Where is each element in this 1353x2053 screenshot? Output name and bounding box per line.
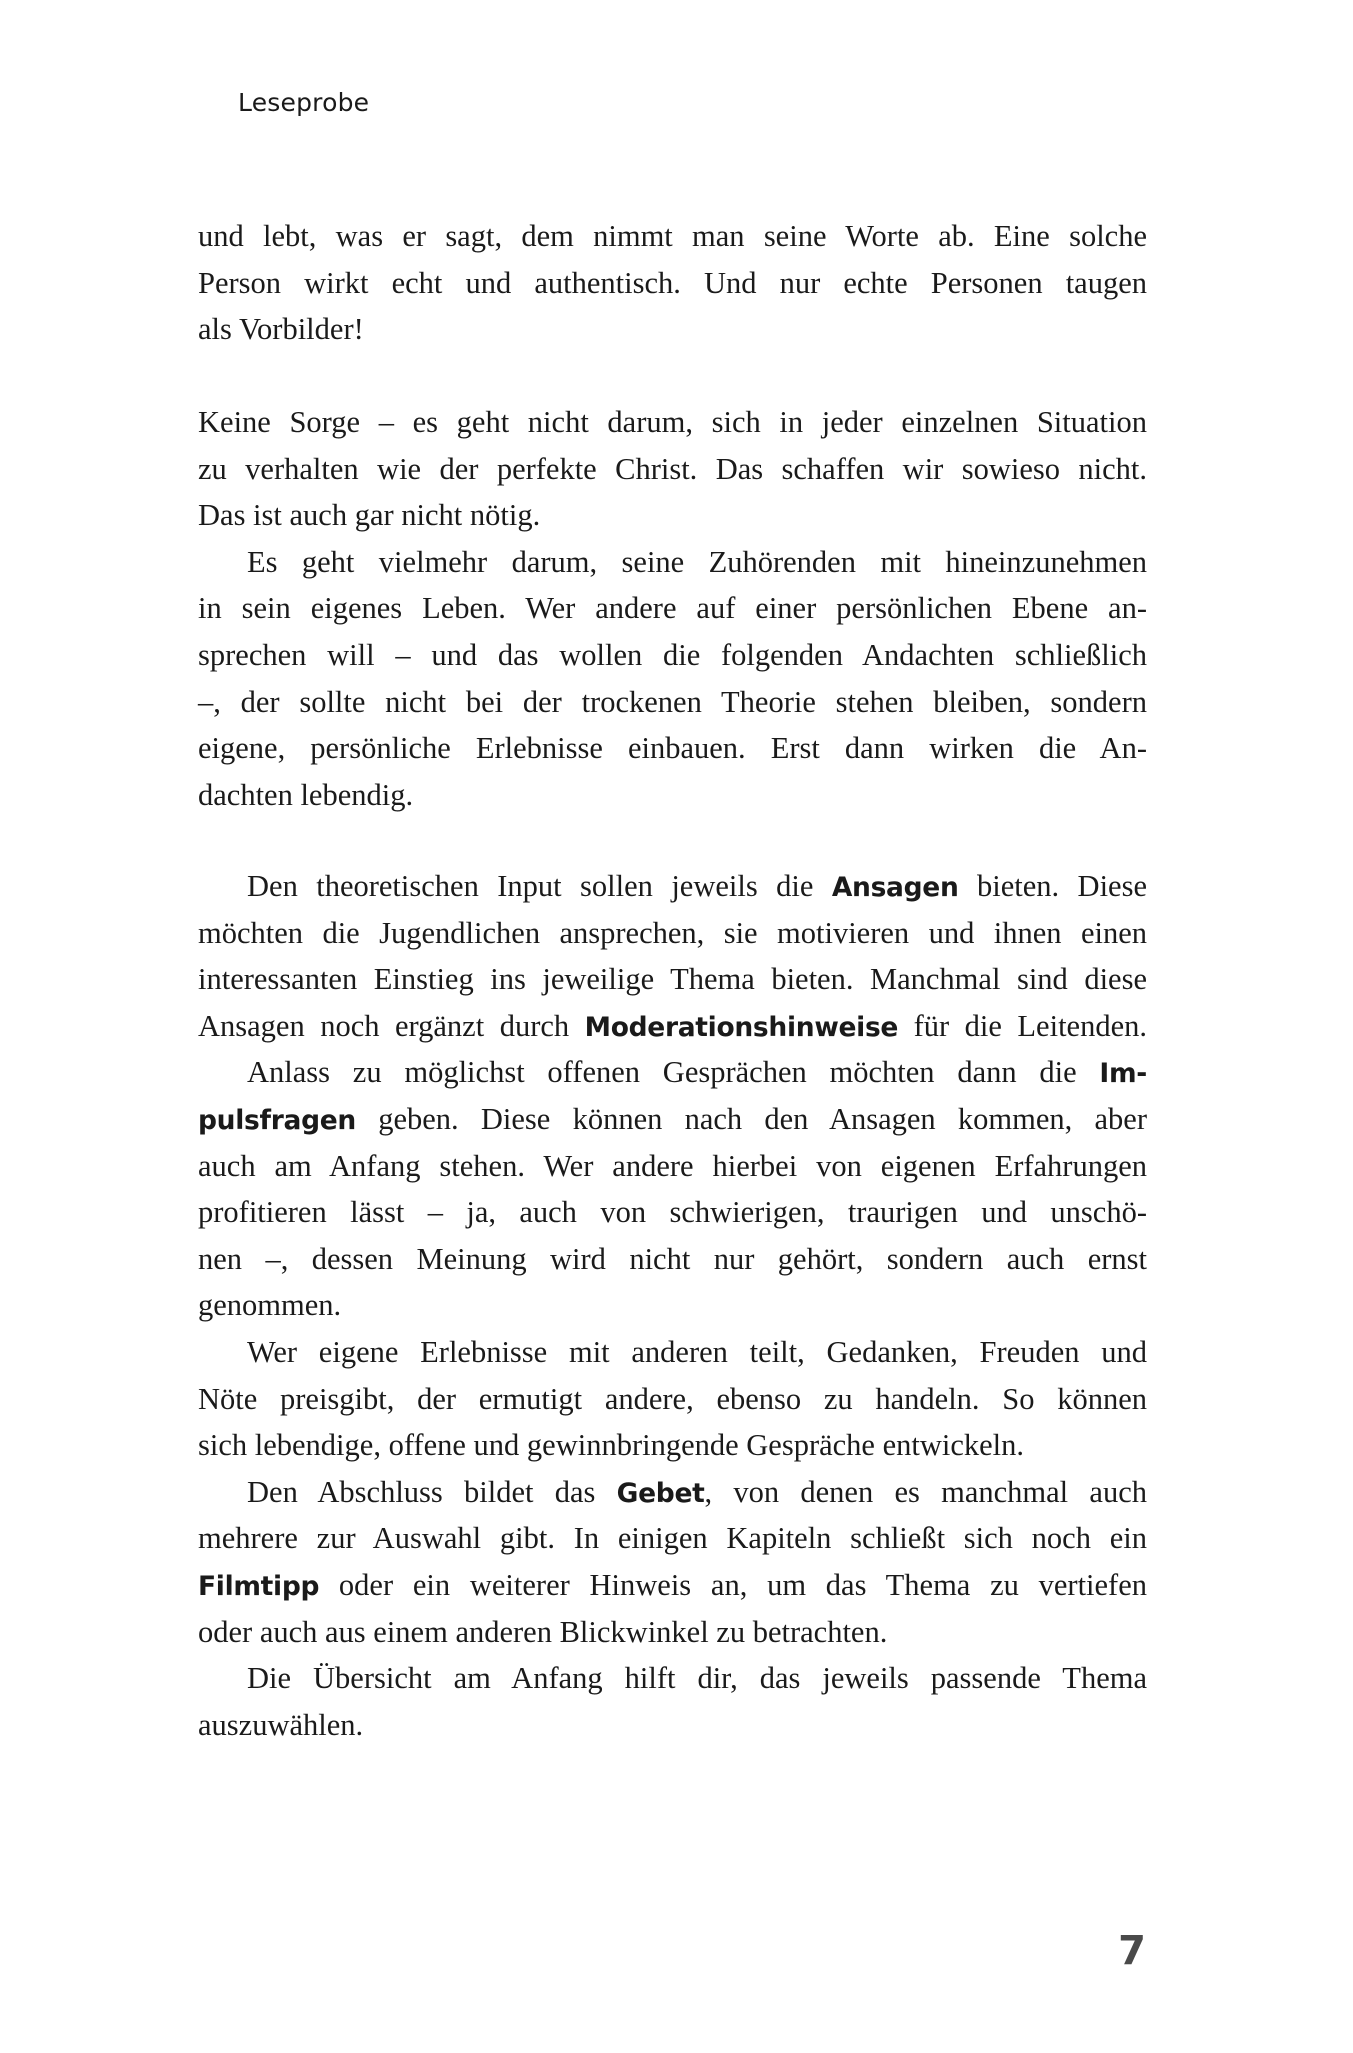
text-line: Es geht vielmehr darum, seine Zuhörenden mit hineinzunehmen <box>247 544 1147 579</box>
text-line <box>198 1469 1147 1516</box>
text-line: als Vorbilder! <box>198 312 364 347</box>
text-line: dachten lebendig. <box>198 777 414 812</box>
keyword-impulsfragen-part1: Im- <box>1099 1058 1147 1090</box>
text-line: –, der sollte nicht bei der trockenen Theorie stehen bleiben, sondern <box>198 684 1147 719</box>
text-line <box>198 1562 1147 1609</box>
text-run: Den Abschluss bildet das <box>247 1474 617 1509</box>
text-run: bieten. Diese <box>958 869 1147 903</box>
text-run: Anlass zu möglichst offenen Gesprächen möchten dann die <box>247 1055 1100 1090</box>
paragraph-block-2 <box>198 399 1147 818</box>
text-run: Den theoretischen Input sollen jeweils die <box>247 869 832 903</box>
text-run: , von denen es manchmal auch <box>704 1474 1147 1509</box>
text-line <box>198 1049 1147 1096</box>
text-line: interessanten Einstieg ins jeweilige Thema bieten. Manchmal sind diese <box>198 962 1147 997</box>
text-line: möchten die Jugendlichen ansprechen, sie motivieren und ihnen einen <box>198 915 1147 950</box>
text-line: eigene, persönliche Erlebnisse einbauen. Erst dann wirken die An- <box>198 731 1147 766</box>
text-line <box>198 1003 1147 1050</box>
text-run: Ansagen noch ergänzt durch <box>198 1008 585 1043</box>
running-header: Leseprobe <box>238 88 370 117</box>
text-line: auch am Anfang stehen. Wer andere hierbei von eigenen Erfahrungen <box>198 1148 1147 1183</box>
text-line: Person wirkt echt und authentisch. Und nur echte Personen taugen <box>198 265 1147 300</box>
text-line: Die Übersicht am Anfang hilft dir, das jeweils passende Thema <box>247 1661 1147 1696</box>
text-run: für die Leitenden. <box>898 1008 1147 1043</box>
text-line: nen –, dessen Meinung wird nicht nur gehört, sondern auch ernst <box>198 1241 1147 1276</box>
keyword-impulsfragen-part2: pulsfragen <box>198 1104 356 1136</box>
text-line: mehrere zur Auswahl gibt. In einigen Kapiteln schließt sich noch ein <box>198 1521 1147 1556</box>
text-run: geben. Diese können nach den Ansagen kommen, aber <box>355 1101 1147 1136</box>
text-line <box>198 863 1147 910</box>
keyword-ansagen: Ansagen <box>831 872 959 903</box>
text-line: oder auch aus einem anderen Blickwinkel zu betrachten. <box>198 1614 888 1649</box>
text-line: Nöte preisgibt, der ermutigt andere, ebenso zu handeln. So können <box>198 1381 1147 1416</box>
text-line: in sein eigenes Leben. Wer andere auf einer persönlichen Ebene an- <box>198 591 1147 626</box>
text-line <box>198 1096 1147 1143</box>
text-line: genommen. <box>198 1288 342 1323</box>
keyword-gebet: Gebet <box>616 1477 705 1509</box>
keyword-moderationshinweise: Moderationshinweise <box>584 1011 899 1043</box>
text-line: sich lebendige, offene und gewinnbringende Gespräche entwickeln. <box>198 1428 1025 1463</box>
text-line: auszuwählen. <box>198 1707 364 1742</box>
paragraph-block-1 <box>198 213 1147 353</box>
text-line: Keine Sorge – es geht nicht darum, sich in jeder einzelnen Situation <box>198 405 1147 439</box>
text-line: zu verhalten wie der perfekte Christ. Das schaffen wir sowieso nicht. <box>198 451 1147 486</box>
text-line: profitieren lässt – ja, auch von schwierigen, traurigen und unschö- <box>198 1195 1147 1230</box>
text-line: Wer eigene Erlebnisse mit anderen teilt, Gedanken, Freuden und <box>247 1334 1147 1369</box>
text-run: oder ein weiterer Hinweis an, um das Thema zu vertiefen <box>319 1567 1147 1602</box>
text-line: und lebt, was er sagt, dem nimmt man seine Worte ab. Eine solche <box>198 219 1147 253</box>
text-line: sprechen will – und das wollen die folgenden Andachten schließlich <box>198 637 1147 672</box>
paragraph-block-3 <box>198 863 1147 1748</box>
text-line: Das ist auch gar nicht nötig. <box>198 498 541 533</box>
keyword-filmtipp: Filmtipp <box>198 1570 320 1602</box>
page-number: 7 <box>1118 1928 1146 1974</box>
